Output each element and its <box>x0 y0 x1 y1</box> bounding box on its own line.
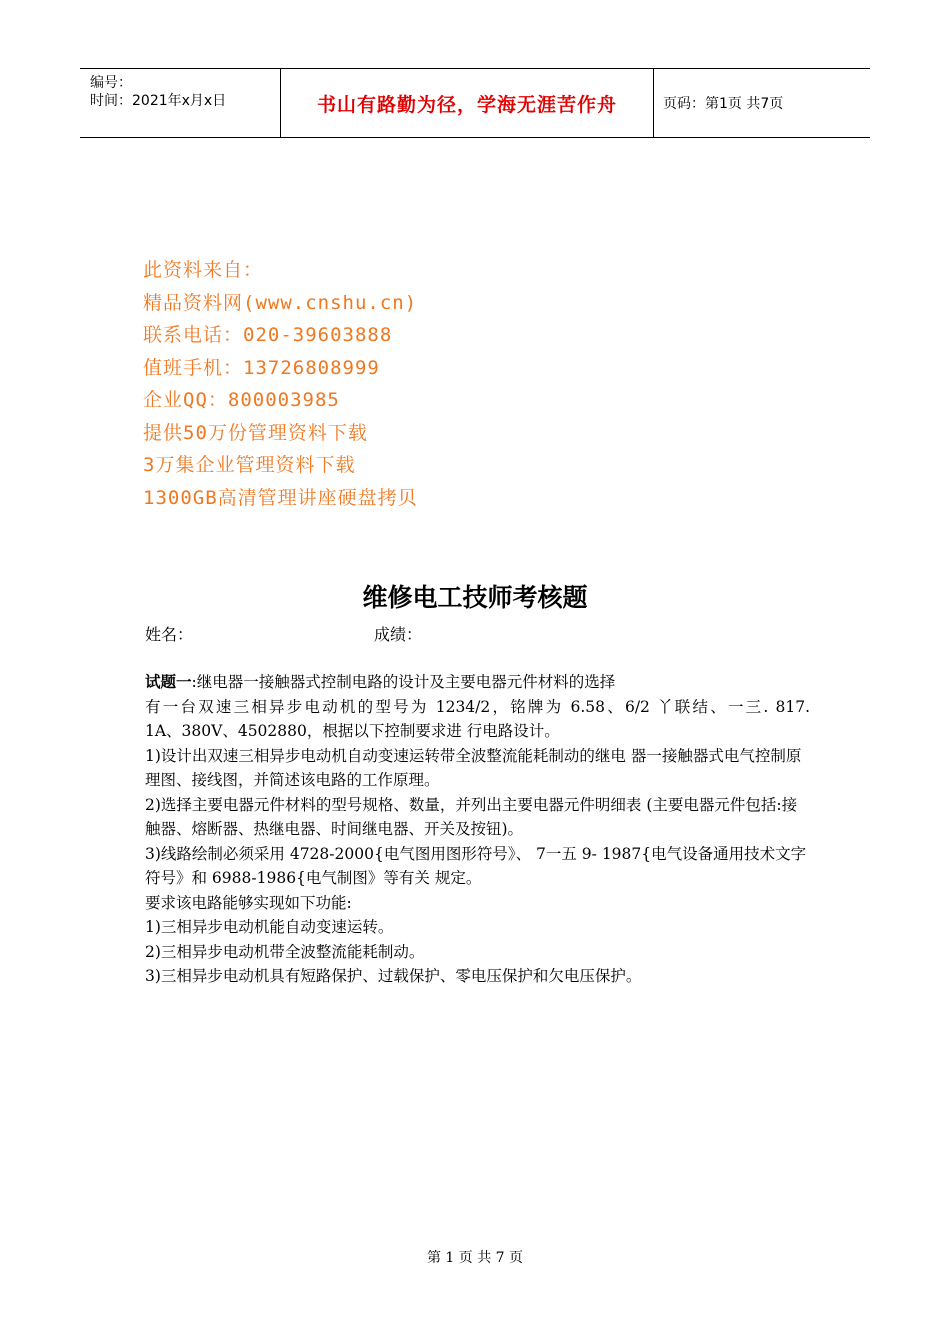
paragraph: 有一台双速三相异步电动机的型号为 1234/2，铭牌为 6.58、6/2 丫联结、一三. 817. <box>145 697 810 716</box>
promo-line: 提供50万份管理资料下载 <box>143 421 368 444</box>
promo-line: 此资料来自： <box>143 259 264 281</box>
promo-line: 3万集企业管理资料下载 <box>143 454 356 476</box>
name-label: 姓名： <box>145 625 194 644</box>
promo-line: 1300GB高清管理讲座硬盘拷贝 <box>143 486 418 509</box>
promo-line: 企业QQ：800003985 <box>143 389 340 411</box>
paragraph: 1)三相异步电动机能自动变速运转。 <box>145 918 394 936</box>
document-title: 维修电工技师考核题 <box>362 583 588 612</box>
paragraph: 要求该电路能够实现如下功能: <box>145 893 352 912</box>
paragraph: 3)三相异步电动机具有短路保护、过载保护、零电压保护和欠电压保护。 <box>145 967 642 985</box>
question-heading <box>145 670 810 695</box>
page-header <box>80 68 870 138</box>
question-label: 试题一 <box>145 672 192 691</box>
question-body <box>145 670 810 989</box>
document-number-label: 编号： <box>90 75 132 91</box>
promo-line: 联系电话：020-39603888 <box>143 324 393 346</box>
header-motto: 书山有路勤为径，学海无涯苦作舟 <box>316 93 617 116</box>
paragraph: 2)选择主要电器元件材料的型号规格、数量，并列出主要电器元件明细表 (主要电器元件包括:接触器、熔断器、热继电器、时间继电器、开关及按钮)。 <box>145 795 798 838</box>
promo-line: 值班手机：13726808999 <box>143 356 380 379</box>
question-title: :继电器一接触器式控制电路的设计及主要电器元件材料的选择 <box>191 673 616 691</box>
document-date: 时间：2021年x月x日 <box>90 93 227 109</box>
header-page-info: 页码：第1页 共7页 <box>663 96 784 112</box>
score-label: 成绩： <box>374 625 423 644</box>
promo-line: 精品资料网(www.cnshu.cn) <box>143 291 418 314</box>
header-left-cell <box>80 69 281 137</box>
promo-block <box>143 254 418 514</box>
paragraph: 1A、380V、4502880，根据以下控制要求进 行电路设计。 <box>145 722 560 740</box>
header-page-cell <box>654 69 870 137</box>
page-footer: 第 1 页 共 7 页 <box>426 1250 524 1266</box>
header-motto-cell <box>281 69 654 137</box>
paragraph: 1)设计出双速三相异步电动机自动变速运转带全波整流能耗制动的继电 器一接触器式电气控制原理图、接线图，并简述该电路的工作原理。 <box>145 746 802 789</box>
paragraph: 3)线路绘制必须采用 4728-2000{电气图用图形符号》、 7一五 9- 1987{电气设备通用技术文字符号》和 6988-1986{电气制图》等有关 规定。 <box>145 844 807 887</box>
paragraph: 2)三相异步电动机带全波整流能耗制动。 <box>145 942 425 961</box>
